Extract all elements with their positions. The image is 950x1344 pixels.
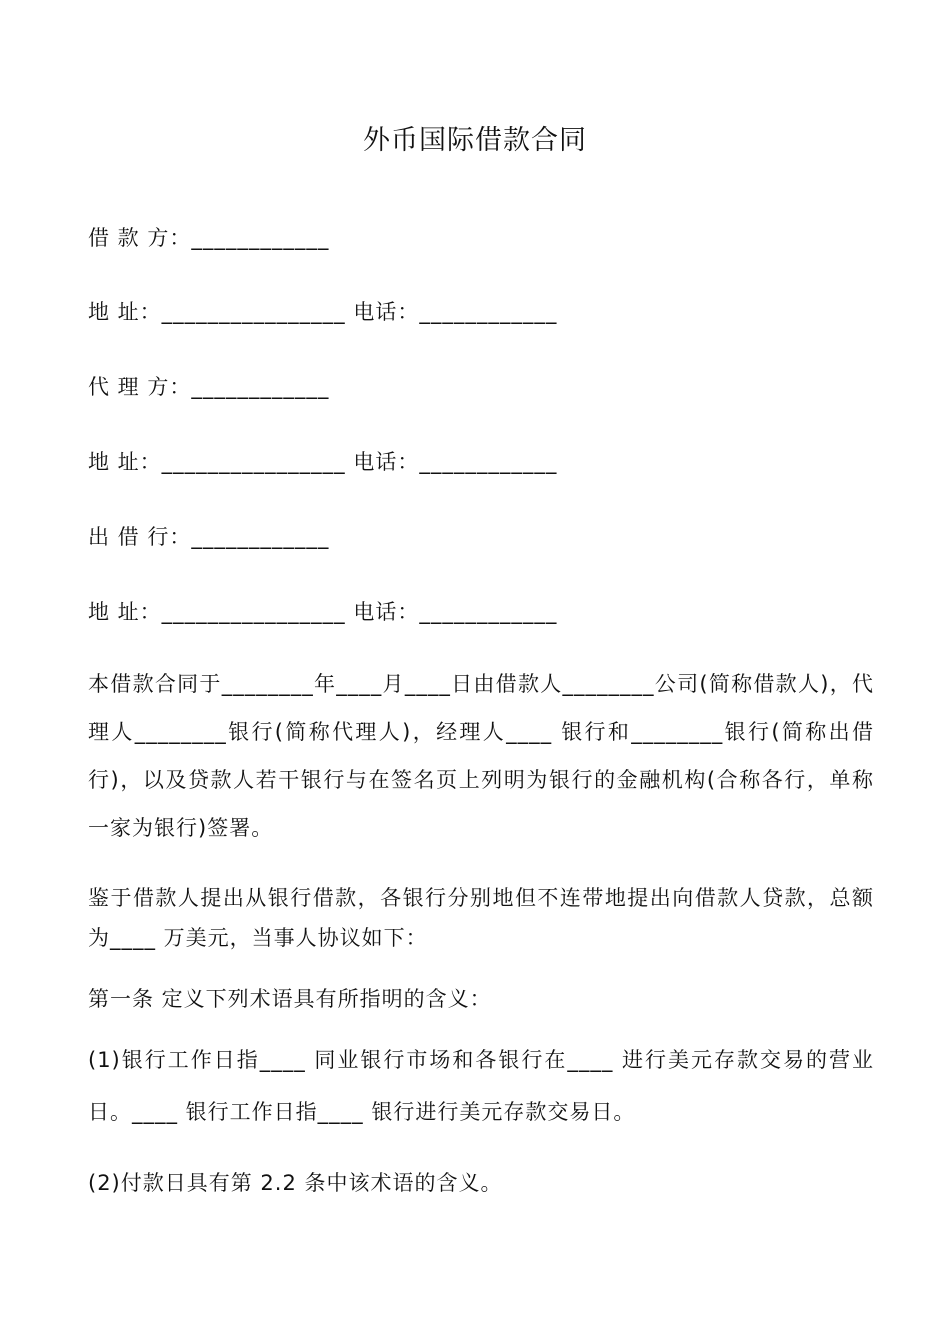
document-title: 外币国际借款合同 [363,125,587,156]
agent-address-line: 地 址：________________ 电话：____________ [88,450,558,474]
whereas-paragraph: 鉴于借款人提出从银行借款，各银行分别地但不连带地提出向借款人贷款，总额为____ 万美元，当事人协议如下： [88,886,874,950]
lender-line: 出 借 行：____________ [88,525,330,549]
clause-2: (2)付款日具有第 2.2 条中该术语的含义。 [88,1171,503,1195]
contract-preamble-paragraph: 本借款合同于________年____月____日由借款人________公司(简称借款人)，代理人________银行(简称代理人)，经理人____ 银行和________银行(简称出借行)，以及贷款人若干银行与在签名页上列明为银行的金融机构(合称各行，单称一家为银行)签署。 [88,672,874,840]
clause-1: (1)银行工作日指____ 同业银行市场和各银行在____ 进行美元存款交易的营业日。____ 银行工作日指____ 银行进行美元存款交易日。 [88,1048,874,1124]
agent-line: 代 理 方：____________ [88,375,330,399]
borrower-address-line: 地 址：________________ 电话：____________ [88,300,558,324]
article-1-heading: 第一条 定义下列术语具有所指明的含义： [88,987,492,1011]
lender-address-line: 地 址：________________ 电话：____________ [88,600,558,624]
borrower-line: 借 款 方：____________ [88,226,330,250]
